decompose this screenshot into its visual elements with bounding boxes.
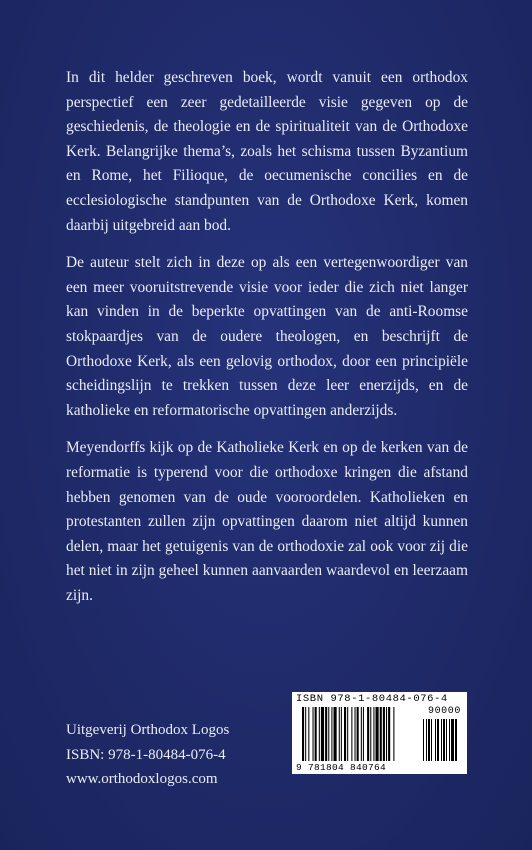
barcode-bars: [296, 707, 463, 763]
barcode-isbn-label: ISBN 978-1-80484-076-4: [296, 693, 448, 705]
blurb-paragraph-2: De auteur stelt zich in deze op als een vertegenwoordiger van een meer vooruitstrevende visie voor ieder die zich niet langer kan vinden in de beperkte opvattingen van de anti-Roomse stokpaardjes van de oudere theologen, en beschrijft de Orthodoxe Kerk, als een gelovig orthodox, door een principiële scheidingslijn te trekken tussen deze leer enerzijds, en de katholieke en reformatorische opvattingen anderzijds.: [66, 254, 468, 419]
publisher-name: Uitgeverij Orthodox Logos: [66, 722, 230, 738]
publisher-isbn: ISBN: 978-1-80484-076-4: [66, 746, 226, 763]
blurb-text: [66, 66, 468, 621]
barcode-digits: 9 781804 840764: [296, 762, 387, 773]
barcode-price-code: 90000: [427, 706, 461, 717]
isbn-barcode: [292, 692, 467, 774]
publisher-website: www.orthodoxlogos.com: [66, 771, 218, 787]
blurb-paragraph-1: In dit helder geschreven boek, wordt vanuit een orthodox perspectief een zeer gedetailleerde visie gegeven op de geschiedenis, de theologie en de spiritualiteit van de Orthodoxe Kerk. Belangrijke thema’s, zoals het schisma tussen Byzantium en Rome, het Filioque, de oecumenische concilies en de ecclesiologische standpunten van de Orthodoxe Kerk, komen daarbij uitgebreid aan bod.: [66, 69, 468, 234]
blurb-paragraph-3: Meyendorffs kijk op de Katholieke Kerk en op de kerken van de reformatie is typerend voor die orthodoxe kringen die afstand hebben genomen van de oude vooroordelen. Katholieken en protestanten zullen zijn opvattingen daarom niet altijd kunnen delen, maar het getuigenis van de orthodoxie zal ook voor zij die het niet in zijn geheel kunnen aanvaarden waardevol en leerzaam zijn.: [66, 439, 468, 604]
publisher-info: [66, 718, 286, 792]
